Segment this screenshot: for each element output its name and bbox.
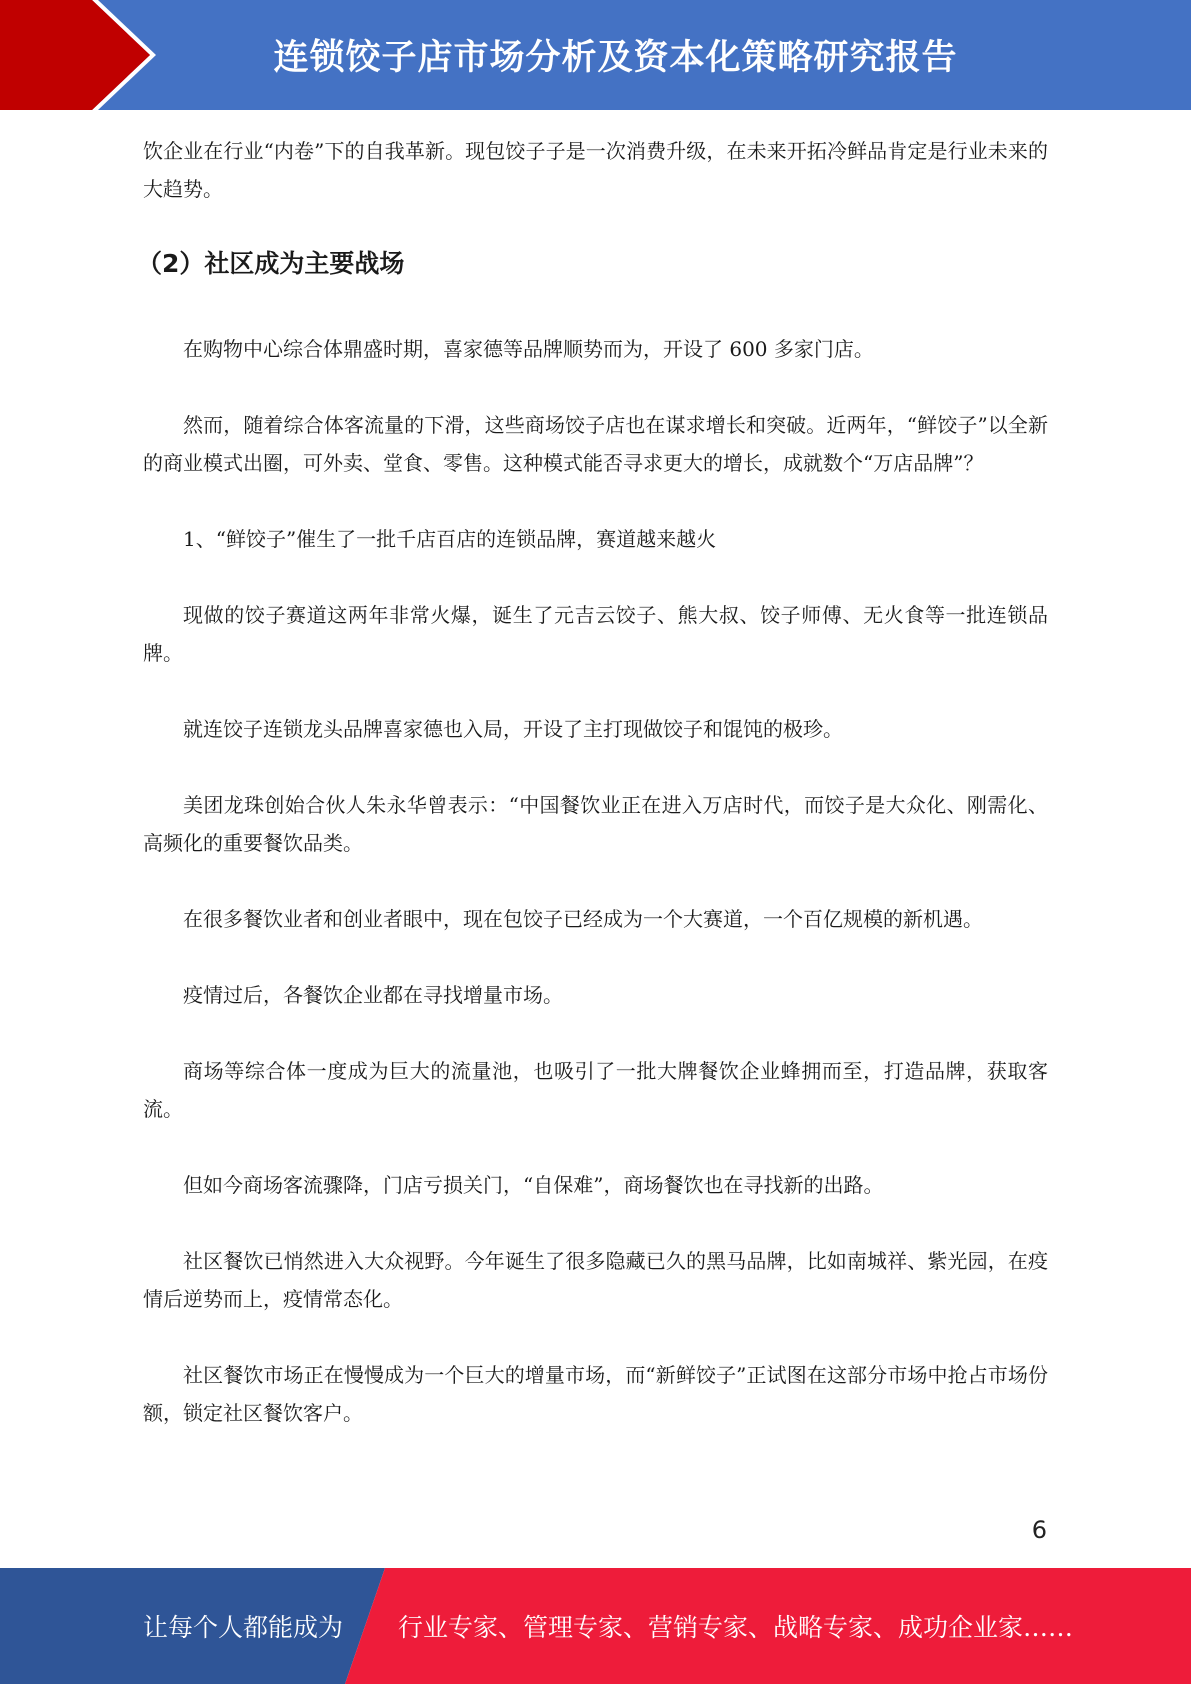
page-footer <box>0 1568 1191 1684</box>
footer-slogan-left: 让每个人都能成为 <box>143 1613 344 1642</box>
paragraph: 但如今商场客流骤降，门店亏损关门，“自保难”，商场餐饮也在寻找新的出路。 <box>183 1173 884 1197</box>
page-header <box>0 0 1191 110</box>
paragraph: 现做的饺子赛道这两年非常火爆，诞生了元吉云饺子、熊大叔、饺子师傅、无火食等一批连锁品牌。 <box>143 603 1048 665</box>
list-heading: 1、“鲜饺子”催生了一批千店百店的连锁品牌，赛道越来越火 <box>183 527 717 551</box>
report-title: 连锁饺子店市场分析及资本化策略研究报告 <box>273 38 958 78</box>
document-body <box>137 132 1048 1470</box>
paragraph: 社区餐饮市场正在慢慢成为一个巨大的增量市场，而“新鲜饺子”正试图在这部分市场中抢占市场份额，锁定社区餐饮客户。 <box>143 1363 1048 1425</box>
paragraph: 社区餐饮已悄然进入大众视野。今年诞生了很多隐藏已久的黑马品牌，比如南城祥、紫光园，在疫情后逆势而上，疫情常态化。 <box>143 1249 1048 1311</box>
paragraph: 美团龙珠创始合伙人朱永华曾表示：“中国餐饮业正在进入万店时代，而饺子是大众化、刚需化、高频化的重要餐饮品类。 <box>143 793 1048 855</box>
paragraph: 疫情过后，各餐饮企业都在寻找增量市场。 <box>183 983 563 1007</box>
section-heading: （2）社区成为主要战场 <box>137 249 405 278</box>
paragraph: 然而，随着综合体客流量的下滑，这些商场饺子店也在谋求增长和突破。近两年，“鲜饺子”以全新的商业模式出圈，可外卖、堂食、零售。这种模式能否寻求更大的增长，成就数个“万店品牌”？ <box>143 413 1048 475</box>
page-number: 6 <box>1031 1516 1047 1544</box>
paragraph: 商场等综合体一度成为巨大的流量池，也吸引了一批大牌餐饮企业蜂拥而至，打造品牌，获取客流。 <box>143 1059 1048 1121</box>
paragraph: 饮企业在行业“内卷”下的自我革新。现包饺子子是一次消费升级，在未来开拓冷鲜品肯定是行业未来的大趋势。 <box>143 139 1048 201</box>
paragraph: 在购物中心综合体鼎盛时期，喜家德等品牌顺势而为，开设了 600 多家门店。 <box>183 337 874 361</box>
paragraph: 在很多餐饮业者和创业者眼中，现在包饺子已经成为一个大赛道，一个百亿规模的新机遇。 <box>183 907 983 931</box>
paragraph: 就连饺子连锁龙头品牌喜家德也入局，开设了主打现做饺子和馄饨的极珍。 <box>183 717 843 741</box>
footer-slogan-right: 行业专家、管理专家、营销专家、战略专家、成功企业家…… <box>398 1613 1074 1642</box>
